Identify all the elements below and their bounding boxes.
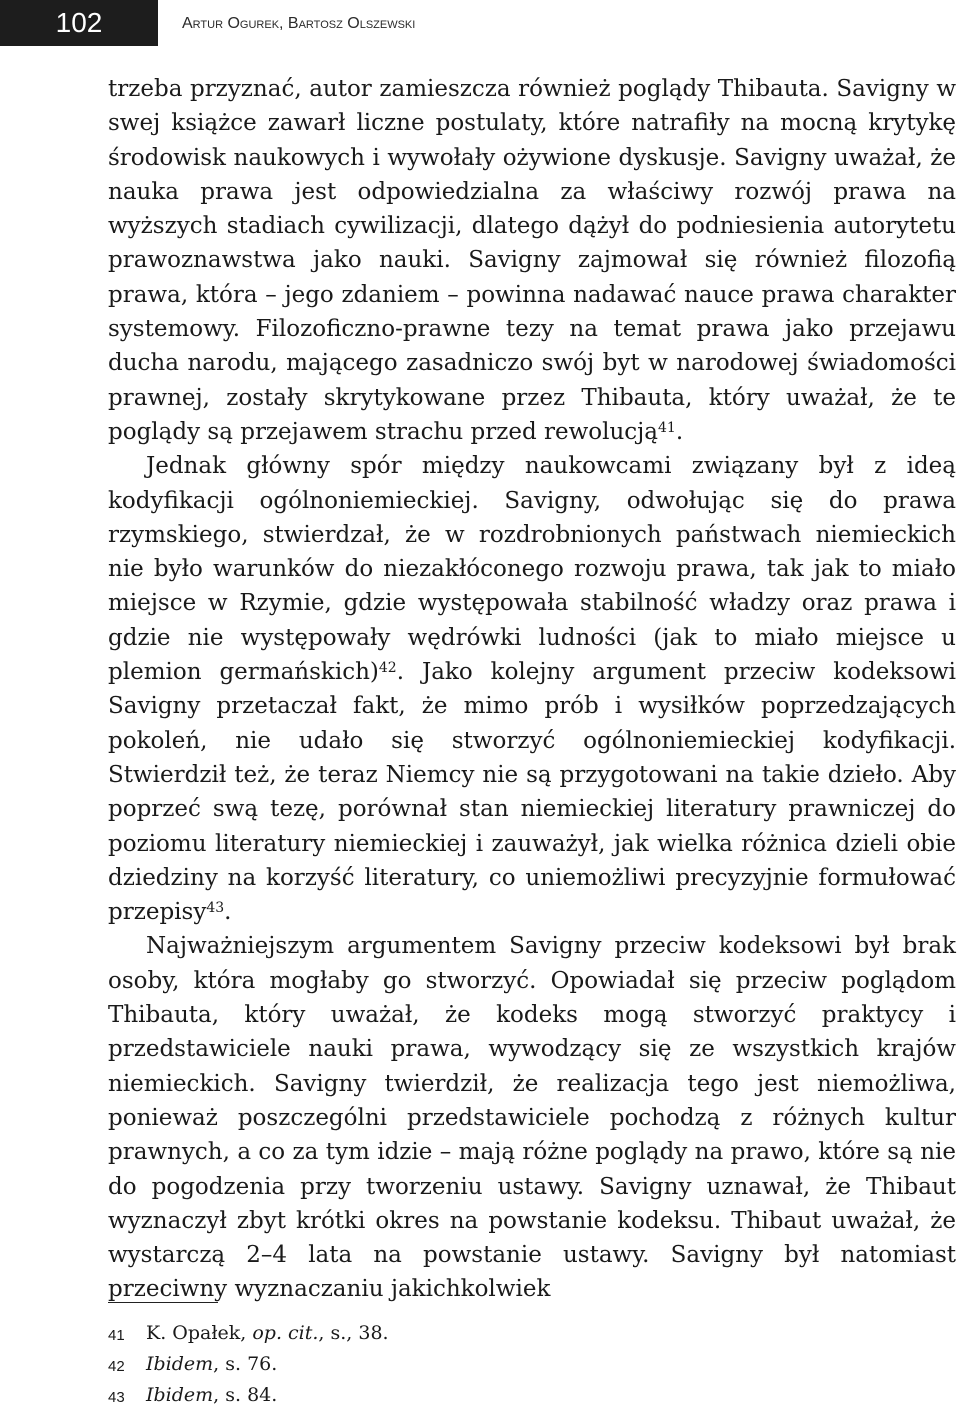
page-header <box>0 0 960 48</box>
footnote-ref-42[interactable]: 42 <box>378 660 397 677</box>
main-text <box>108 72 956 1307</box>
footnote-41: 41 K. Opałek, op. cit., s., 38. <box>108 1318 868 1349</box>
paragraph-3: Najważniejszym argumentem Savigny przeciw kodeksowi był brak osoby, która mogłaby go stworzyć. Opowiadał się przeciw poglądom Thibauta, który uważał, że kodeks mogą stworzyć praktycy i przedstawiciele nauki prawa, wywodzący się ze wszystkich krajów niemieckich. Savigny twierdził, że realizacja tego jest niemożliwa, ponieważ poszczególni przedstawiciele pochodzą z różnych kultur prawnych, a co za tym idzie – mają różne poglądy na prawo, które są nie do pogodzenia przy tworzeniu ustawy. Savigny uznawał, że Thibaut wyznaczył zbyt krótki okres na powstanie kodeksu. Thibaut uważał, że wystarczą 2–4 lata na powstanie ustawy. Savigny był natomiast przeciwny wyznaczaniu jakichkolwiek <box>108 933 956 1303</box>
footnote-ref-43[interactable]: 43 <box>206 900 225 917</box>
footnote-42: 42 Ibidem, s. 76. <box>108 1349 868 1380</box>
footnote-number: 42 <box>108 1358 125 1375</box>
footnote-separator <box>108 1302 218 1303</box>
page-number: 102 <box>0 0 158 46</box>
paragraph-1: trzeba przyznać, autor zamieszcza również poglądy Thibauta. Savigny w swej książce zawarł liczne postulaty, które natrafiły na mocną krytykę środowisk naukowych i wywołały ożywione dyskusje. Savigny uważał, że nauka prawa jest odpowiedzialna za właściwy rozwój prawa na wyższych stadiach cywilizacji, dlatego dążył do podniesienia autorytetu prawoznawstwa jako nauki. Savigny zajmował się również filozofią prawa, która – jego zdaniem – powinna nadawać nauce prawa charakter systemowy. Filozoficzno-prawne tezy na temat prawa jako przejawu ducha narodu, mającego zasadniczo swój byt w narodowej świadomości prawnej, zostały skrytykowane przez Thibauta, który uważał, że te poglądy są przejawem strachu przed rewolucją$^{41}$. <box>108 76 956 445</box>
footnote-number: 43 <box>108 1389 125 1406</box>
running-head: Artur Ogurek, Bartosz Olszewski <box>182 15 416 32</box>
footnotes <box>108 1318 868 1411</box>
footnote-ref-41[interactable]: 41 <box>658 419 676 436</box>
paragraph-2: Jednak główny spór między naukowcami związany był z ideą kodyfikacji ogólnoniemieckiej. Savigny, odwołując się do prawa rzymskiego, stwierdzał, że w rozdrobnionych państwach niemieckich nie było warunków do niezakłóconego rozwoju prawa, tak jak to miało miejsce w Rzymie, gdzie występowała stabilność władzy oraz prawa i gdzie nie występowały wędrówki ludności (jak to miało miejsce u plemion germańskich)$^{42}$. Jako kolejny argument przeciw kodeksowi Savigny przetaczał fakt, że mimo prób i wysiłków poprzedzających pokoleń, nie udało się stworzyć ogólnoniemieckiej kodyfikacji. Stwierdził też, że teraz Niemcy nie są przygotowani na takie dzieło. Aby poprzeć swą tezę, porównał stan niemieckiej literatury prawniczej do poziomu literatury niemieckiej i zauważył, jak wielka różnica dzieli obie dziedziny na korzyść literatury, co uniemożliwi precyzyjnie formułować przepisy$^{43}$. <box>108 453 956 926</box>
footnote-number: 41 <box>108 1327 125 1344</box>
footnote-43: 43 Ibidem, s. 84. <box>108 1380 868 1411</box>
